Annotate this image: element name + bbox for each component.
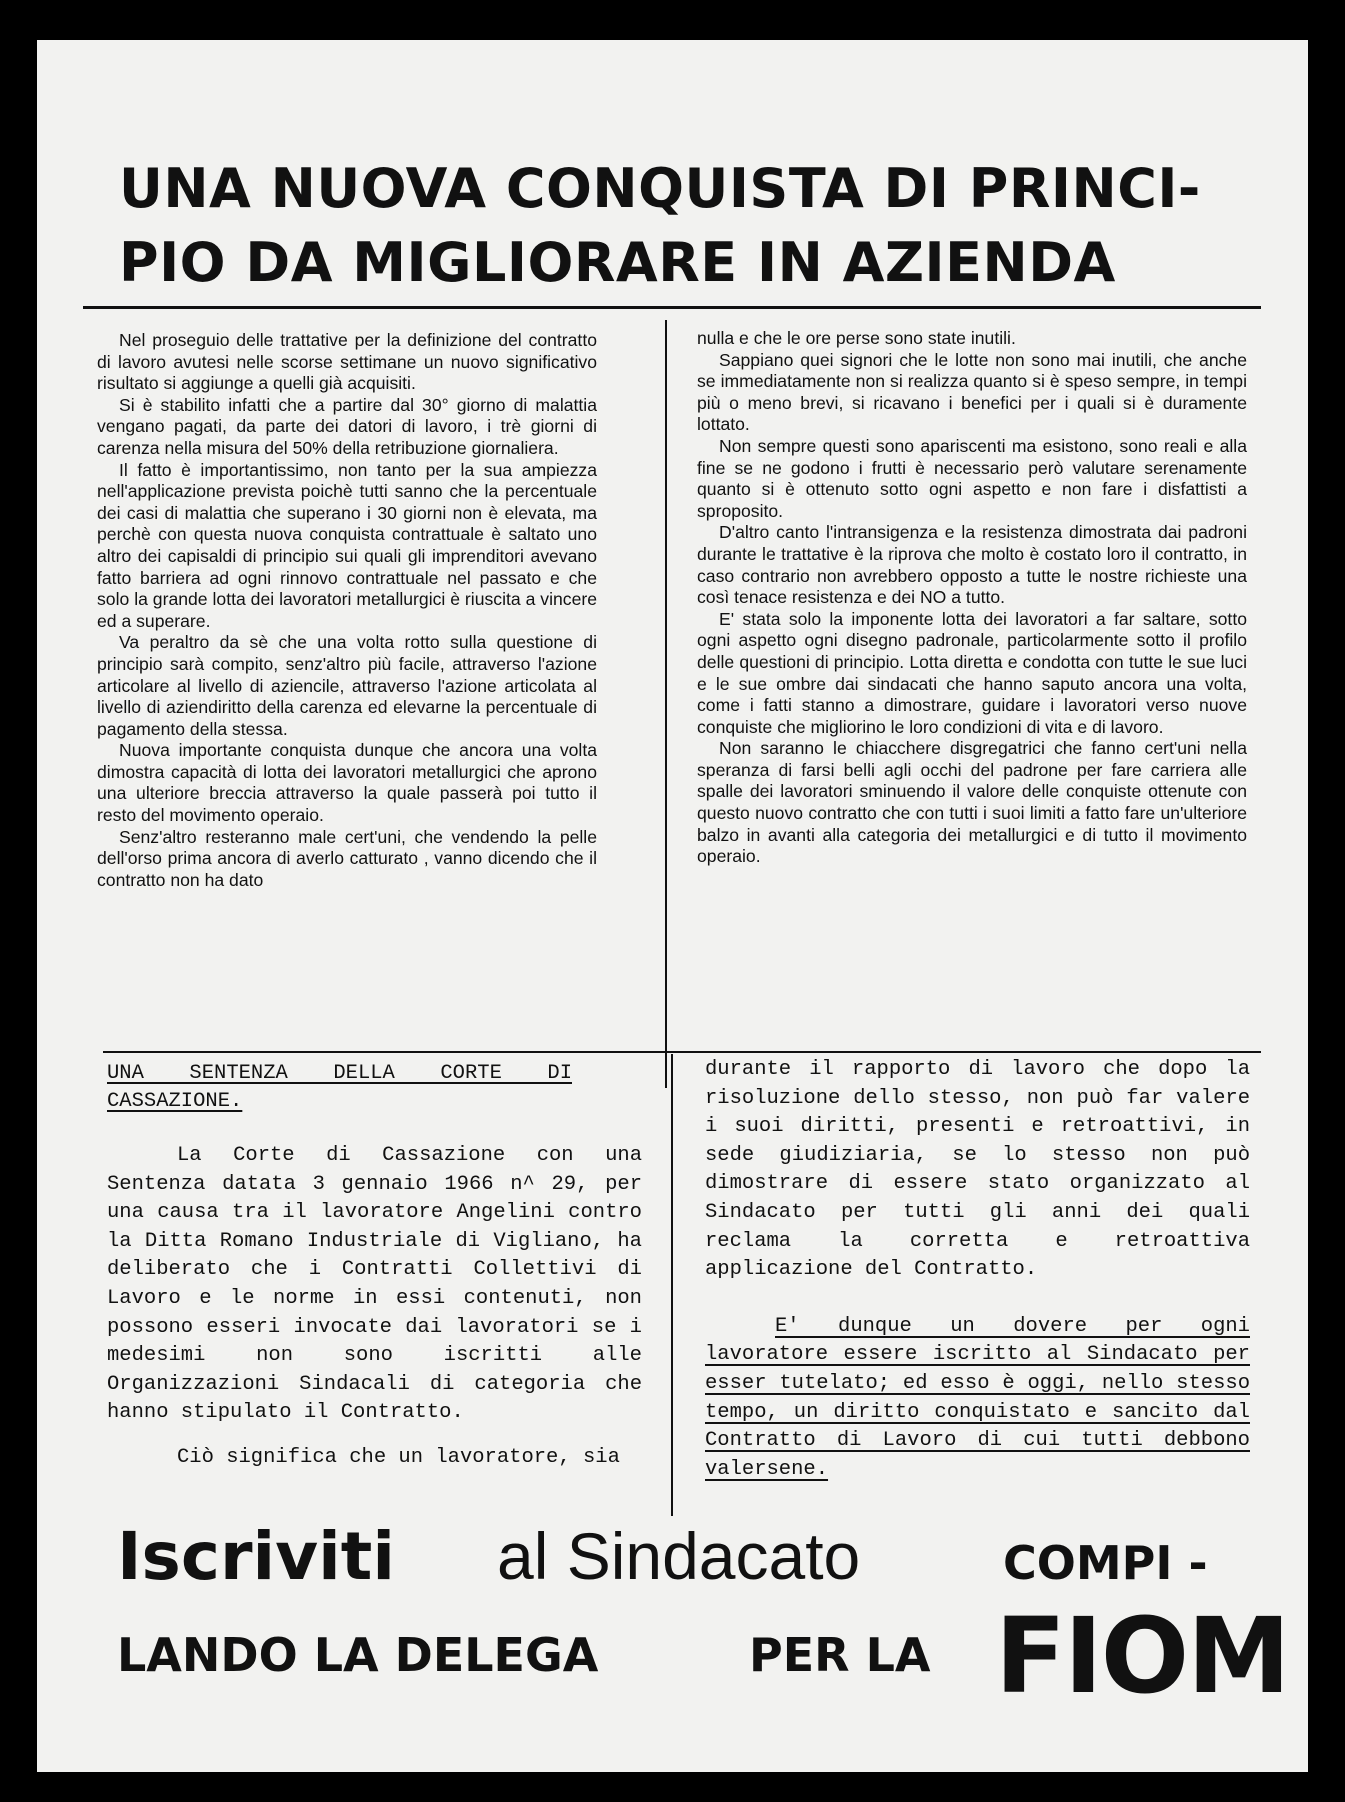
footer-iscriviti: Iscriviti bbox=[117, 1518, 395, 1595]
footer-per-la: PER LA bbox=[749, 1628, 931, 1682]
article-paragraph: Non saranno le chiacchere disgregatrici che fanno cert'uni nella speranza di farsi belli agli occhi del padrone per fare carriera alle spalle dei lavoratori sminuendo il valore delle conquiste ottenute con questo nuovo contratto che con tutti i suoi limiti a fatto fare un'ulteriore balzo in avanti alla categoria dei metallurgici e di tutto il movimento operaio. bbox=[697, 738, 1247, 867]
article-left-column bbox=[97, 330, 597, 891]
footer-fiom-logo: FIOM bbox=[995, 1595, 1289, 1717]
article-paragraph: Sappiano quei signori che le lotte non sono mai inutili, che anche se immediatamente non si realizza quanto si è speso sempre, in tempi più o meno brevi, si ricavano i benefici per i quali si è duramente lottato. bbox=[697, 349, 1247, 435]
article-paragraph: Il fatto è importantissimo, non tanto per la sua ampiezza nell'applicazione prevista poichè tutti sanno che la percentuale dei casi di malattia che superano i 30 giorni non è elevata, ma perchè con questa nuova conquista contrattuale è saltato uno altro dei capisaldi di principio sui quali gli imprenditori avevano fatto barriera ad ogni rinnovo contrattuale nel passato e che solo la grande lotta dei lavoratori metallurgici è riuscita a vincere ed a superare. bbox=[97, 459, 597, 631]
column-divider-bottom bbox=[671, 1054, 673, 1516]
article-paragraph: nulla e che le ore perse sono state inutili. bbox=[697, 328, 1016, 348]
article-paragraph: D'altro canto l'intransigenza e la resistenza dimostrata dai padroni durante le trattative è la riprova che molto è costato loro il contratto, in caso contrario non avrebbero opposto a tutte le nostre richieste una così tenace resistenza e dei NO a tutto. bbox=[697, 522, 1247, 608]
section-rule bbox=[103, 1051, 1261, 1053]
footer-compi: COMPI - bbox=[1003, 1536, 1208, 1590]
article-paragraph: Si è stabilito infatti che a partire dal 30° giorno di malattia vengano pagati, da parte dei datori di lavoro, i trè giorni di carenza nella misura del 50% della retribuzione giornaliera. bbox=[97, 394, 597, 458]
sentenza-left-column bbox=[107, 1060, 642, 1473]
sentenza-paragraph: Ciò significa che un lavoratore, sia bbox=[177, 1445, 620, 1469]
article-paragraph: Nuova importante conquista dunque che ancora una volta dimostra capacità di lotta dei lavoratori metallurgici che aprono una ulteriore breccia attraverso la quale passerà poi tutto il resto del movimento operaio. bbox=[97, 740, 597, 826]
footer-lando-delega: LANDO LA DELEGA bbox=[117, 1628, 599, 1682]
sentenza-conclusion: E' dunque un dovere per ogni lavoratore essere iscritto al Sindacato per esser tutelato; ed esso è oggi, nello stesso tempo, un diritto conquistato e sancito dal Contratto di Lavoro di cui tutti debbono valersene. bbox=[705, 1314, 1250, 1481]
article-paragraph: Va peraltro da sè che una volta rotto sulla questione di principio sarà compito, senz'altro più facile, attraverso l'azione articolare al livello di aziencile, attraverso l'azione articolata al livello di aziendiritto della carenza ed elevarne la percentuale di pagamento della stessa. bbox=[97, 632, 597, 739]
headline bbox=[119, 152, 1269, 300]
article-right-column bbox=[697, 328, 1247, 868]
column-divider-top bbox=[665, 320, 667, 1088]
sentenza-right-column bbox=[705, 1056, 1250, 1484]
footer-al-sindacato: al Sindacato bbox=[497, 1519, 861, 1593]
headline-line-2: PIO DA MIGLIORARE IN AZIENDA bbox=[119, 231, 1116, 294]
sentenza-title: UNA SENTENZA DELLA CORTE DI CASSAZIONE. bbox=[107, 1062, 572, 1113]
leaflet-sheet bbox=[37, 40, 1308, 1772]
article-paragraph: Non sempre questi sono apariscenti ma esistono, sono reali e alla fine se ne godono i frutti è necessario però valutare serenamente quanto si è ottenuto sotto ogni aspetto e non fare i disfattisti a sproposito. bbox=[697, 435, 1247, 521]
headline-line-1: UNA NUOVA CONQUISTA DI PRINCI- bbox=[119, 157, 1201, 220]
article-paragraph: Nel proseguio delle trattative per la definizione del contratto di lavoro avutesi nelle scorse settimane un nuovo significativo risultato si aggiunge a quelli già acquisiti. bbox=[97, 330, 597, 394]
headline-rule bbox=[83, 306, 1261, 309]
sentenza-paragraph: durante il rapporto di lavoro che dopo la risoluzione dello stesso, non può far valere i suoi diritti, presenti e retroattivi, in sede giudiziaria, se lo stesso non può dimostrare di essere stato organizzato al Sindacato per tutti gli anni dei quali reclama la corretta e retroattiva applicazione del Contratto. bbox=[705, 1058, 1250, 1282]
article-paragraph: Senz'altro resteranno male cert'uni, che vendendo la pelle dell'orso prima ancora di averlo catturato , vanno dicendo che il contratto non ha dato bbox=[97, 826, 597, 890]
sentenza-paragraph: La Corte di Cassazione con una Sentenza datata 3 gennaio 1966 n^ 29, per una causa tra il lavoratore Angelini contro la Ditta Romano Industriale di Vigliano, ha deliberato che i Contratti Collettivi di Lavoro e le norme in essi contenuti, non possono esseri invocate dai lavoratori se i medesimi non sono iscritti alle Organizzazioni Sindacali di categoria che hanno stipulato il Contratto. bbox=[107, 1144, 642, 1425]
article-paragraph: E' stata solo la imponente lotta dei lavoratori a far saltare, sotto ogni aspetto ogni disegno padronale, particolarmente sotto il profilo delle questioni di principio. Lotta diretta e condotta con tutte le sue luci e le sue ombre dai sindacati che hanno saputo ancora una volta, come i fatti stanno a dimostrare, guidare i lavoratori verso nuove conquiste che migliorino le loro condizioni di vita e di lavoro. bbox=[697, 608, 1247, 737]
